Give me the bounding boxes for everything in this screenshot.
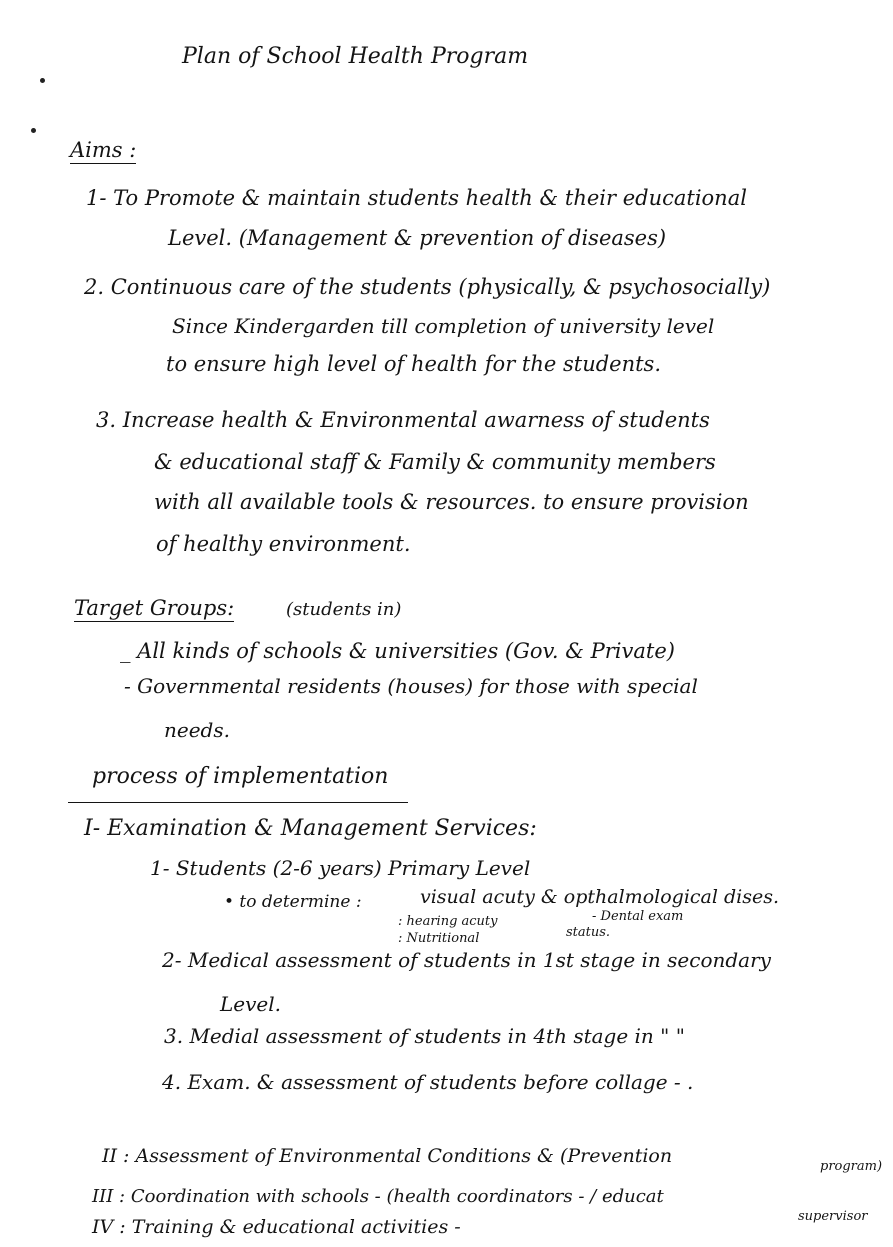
aim-2-line-1: 2. Continuous care of the students (physically, & psychosocially) [84,275,771,299]
determine-nutritional: : Nutritional [398,931,480,946]
target-group-item-2: - Governmental residents (houses) for those with special [124,674,698,698]
aims-heading: Aims : [70,138,137,162]
determine-dental: - Dental exam [592,909,684,924]
section-2-extra: program) [820,1159,883,1174]
section-4-label: IV : Training & educational activities - [92,1216,461,1238]
aim-2-line-3: to ensure high level of health for the students. [166,352,662,376]
target-group-item-1: _ All kinds of schools & universities (Gov. & Private) [120,639,675,663]
aim-3-line-1: 3. Increase health & Environmental awarness of students [96,408,710,432]
determine-visual: visual acuty & opthalmological dises. [420,886,780,908]
target-group-item-3: needs. [164,718,230,742]
section-2-label: II : Assessment of Environmental Conditions & (Prevention [102,1145,673,1167]
section-1-item-2-line-2: Level. [220,992,282,1016]
process-heading-underline [68,802,408,803]
section-1-item-2-line-1: 2- Medical assessment of students in 1st stage in secondary [162,948,771,972]
aim-1-line-1: 1- To Promote & maintain students health & their educational [86,186,747,210]
aim-1-line-2: Level. (Management & prevention of diseases) [168,226,667,250]
target-groups-heading: Target Groups: [74,596,235,620]
section-1-item-1: 1- Students (2-6 years) Primary Level [150,856,531,880]
determine-hearing: : hearing acuty [398,914,498,929]
target-groups-note: (students in) [286,599,402,620]
margin-dot [40,78,45,83]
margin-dot [31,128,36,133]
aim-2-line-2: Since Kindergarden till completion of university level [172,314,715,338]
section-3-extra: supervisor [798,1209,868,1224]
section-1-label: I- Examination & Management Services: [84,816,537,841]
section-1-item-3: 3. Medial assessment of students in 4th stage in " " [164,1024,685,1048]
aim-3-line-2: & educational staff & Family & community members [154,450,716,474]
determine-prefix: • to determine : [224,892,362,912]
process-heading: process of implementation [92,764,389,789]
aim-3-line-4: of healthy environment. [156,532,411,556]
aim-3-line-3: with all available tools & resources. to ensure provision [154,490,749,514]
section-1-item-4: 4. Exam. & assessment of students before collage - . [162,1070,694,1094]
determine-status: status. [566,925,611,940]
section-3-label: III : Coordination with schools - (health coordinators - / educat [92,1186,664,1207]
page-title: Plan of School Health Program [182,44,529,69]
